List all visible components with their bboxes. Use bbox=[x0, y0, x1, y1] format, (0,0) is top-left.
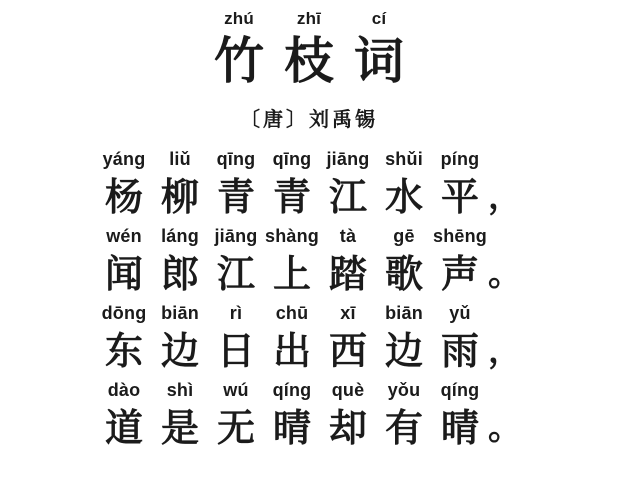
poem-line-4 bbox=[96, 379, 522, 453]
title-pinyin-syllable: cí bbox=[371, 9, 387, 28]
pinyin-syllable: láng bbox=[161, 225, 199, 246]
hanzi-character: 是 bbox=[160, 405, 199, 451]
punctuation-mark: 。 bbox=[488, 253, 522, 294]
title-block bbox=[204, 8, 414, 93]
char-column bbox=[96, 379, 152, 453]
pinyin-syllable: jiāng bbox=[326, 148, 370, 169]
char-column bbox=[376, 225, 432, 299]
hanzi-character: 却 bbox=[328, 405, 367, 451]
author-line: 〔唐〕刘禹锡 bbox=[240, 106, 378, 131]
pinyin-syllable: yǔ bbox=[449, 303, 471, 324]
char-column bbox=[96, 148, 152, 222]
hanzi-character: 郎 bbox=[160, 250, 199, 296]
hanzi-character: 闻 bbox=[104, 250, 143, 296]
char-column bbox=[320, 302, 376, 376]
char-column bbox=[264, 302, 320, 376]
pinyin-syllable: jiāng bbox=[214, 225, 258, 246]
title-character: 枝 bbox=[284, 31, 334, 90]
char-column bbox=[376, 148, 432, 222]
char-column bbox=[208, 302, 264, 376]
pinyin-syllable: shǔi bbox=[385, 148, 423, 169]
hanzi-character: 江 bbox=[216, 250, 255, 296]
hanzi-character: 出 bbox=[272, 328, 311, 374]
punctuation-column bbox=[488, 404, 522, 453]
pinyin-syllable: dào bbox=[107, 380, 141, 401]
char-column bbox=[152, 302, 208, 376]
title-column bbox=[344, 8, 414, 93]
pinyin-syllable: biān bbox=[161, 303, 199, 324]
hanzi-character: 柳 bbox=[160, 173, 199, 219]
hanzi-character: 雨 bbox=[440, 328, 479, 374]
char-column bbox=[376, 302, 432, 376]
char-column bbox=[264, 379, 320, 453]
char-column bbox=[96, 225, 152, 299]
char-column bbox=[208, 148, 264, 222]
punctuation-column bbox=[488, 327, 522, 376]
pinyin-syllable: gē bbox=[393, 225, 415, 246]
hanzi-character: 日 bbox=[216, 328, 255, 374]
char-column bbox=[152, 148, 208, 222]
char-column bbox=[320, 379, 376, 453]
char-column bbox=[208, 225, 264, 299]
pinyin-syllable: rì bbox=[229, 303, 243, 324]
char-column bbox=[264, 148, 320, 222]
title-pinyin-syllable: zhú bbox=[224, 9, 254, 28]
pinyin-syllable: qíng bbox=[440, 380, 480, 401]
title-character: 词 bbox=[354, 31, 404, 90]
pinyin-syllable: qīng bbox=[216, 148, 256, 169]
pinyin-syllable: liǔ bbox=[169, 148, 191, 169]
poem-line-3 bbox=[96, 302, 522, 376]
hanzi-character: 歌 bbox=[384, 250, 423, 296]
hanzi-character: 水 bbox=[384, 173, 423, 219]
hanzi-character: 西 bbox=[328, 328, 367, 374]
punctuation-mark: ， bbox=[488, 176, 522, 217]
title-column bbox=[204, 8, 274, 93]
pinyin-syllable: shàng bbox=[264, 225, 319, 246]
pinyin-syllable: chū bbox=[275, 303, 309, 324]
poem-line-2 bbox=[96, 225, 522, 299]
hanzi-character: 边 bbox=[384, 328, 423, 374]
hanzi-character: 边 bbox=[160, 328, 199, 374]
title-pinyin-syllable: zhī bbox=[296, 9, 322, 28]
char-column bbox=[152, 379, 208, 453]
hanzi-character: 道 bbox=[104, 405, 143, 451]
char-column bbox=[432, 379, 488, 453]
pinyin-syllable: wén bbox=[106, 225, 142, 246]
char-column bbox=[152, 225, 208, 299]
pinyin-syllable: yáng bbox=[102, 148, 146, 169]
pinyin-syllable: shēng bbox=[432, 225, 487, 246]
pinyin-syllable: tà bbox=[339, 225, 357, 246]
punctuation-mark: ， bbox=[488, 331, 522, 372]
hanzi-character: 声 bbox=[440, 250, 479, 296]
hanzi-character: 江 bbox=[328, 173, 367, 219]
pinyin-syllable: dōng bbox=[101, 303, 147, 324]
pinyin-syllable: qíng bbox=[272, 380, 312, 401]
char-column bbox=[320, 148, 376, 222]
hanzi-character: 东 bbox=[104, 328, 143, 374]
char-column bbox=[96, 302, 152, 376]
poem-line-1 bbox=[96, 148, 522, 222]
punctuation-mark: 。 bbox=[488, 408, 522, 449]
hanzi-character: 晴 bbox=[440, 405, 479, 451]
hanzi-character: 杨 bbox=[104, 173, 143, 219]
hanzi-character: 上 bbox=[272, 250, 311, 296]
hanzi-character: 踏 bbox=[328, 250, 367, 296]
hanzi-character: 无 bbox=[216, 405, 255, 451]
char-column bbox=[432, 148, 488, 222]
title-column bbox=[274, 8, 344, 93]
hanzi-character: 晴 bbox=[272, 405, 311, 451]
hanzi-character: 平 bbox=[440, 173, 479, 219]
pinyin-syllable: píng bbox=[440, 148, 480, 169]
pinyin-syllable: què bbox=[331, 380, 365, 401]
char-column bbox=[208, 379, 264, 453]
char-column bbox=[432, 225, 488, 299]
title-character: 竹 bbox=[214, 31, 264, 90]
pinyin-syllable: wú bbox=[223, 380, 249, 401]
pinyin-syllable: biān bbox=[385, 303, 423, 324]
hanzi-character: 有 bbox=[384, 405, 423, 451]
char-column bbox=[432, 302, 488, 376]
char-column bbox=[376, 379, 432, 453]
punctuation-column bbox=[488, 250, 522, 299]
pinyin-syllable: qīng bbox=[272, 148, 312, 169]
pinyin-syllable: yǒu bbox=[387, 380, 421, 401]
hanzi-character: 青 bbox=[272, 173, 311, 219]
pinyin-syllable: shì bbox=[166, 380, 194, 401]
hanzi-character: 青 bbox=[216, 173, 255, 219]
pinyin-syllable: xī bbox=[340, 303, 356, 324]
char-column bbox=[264, 225, 320, 299]
punctuation-column bbox=[488, 173, 522, 222]
char-column bbox=[320, 225, 376, 299]
